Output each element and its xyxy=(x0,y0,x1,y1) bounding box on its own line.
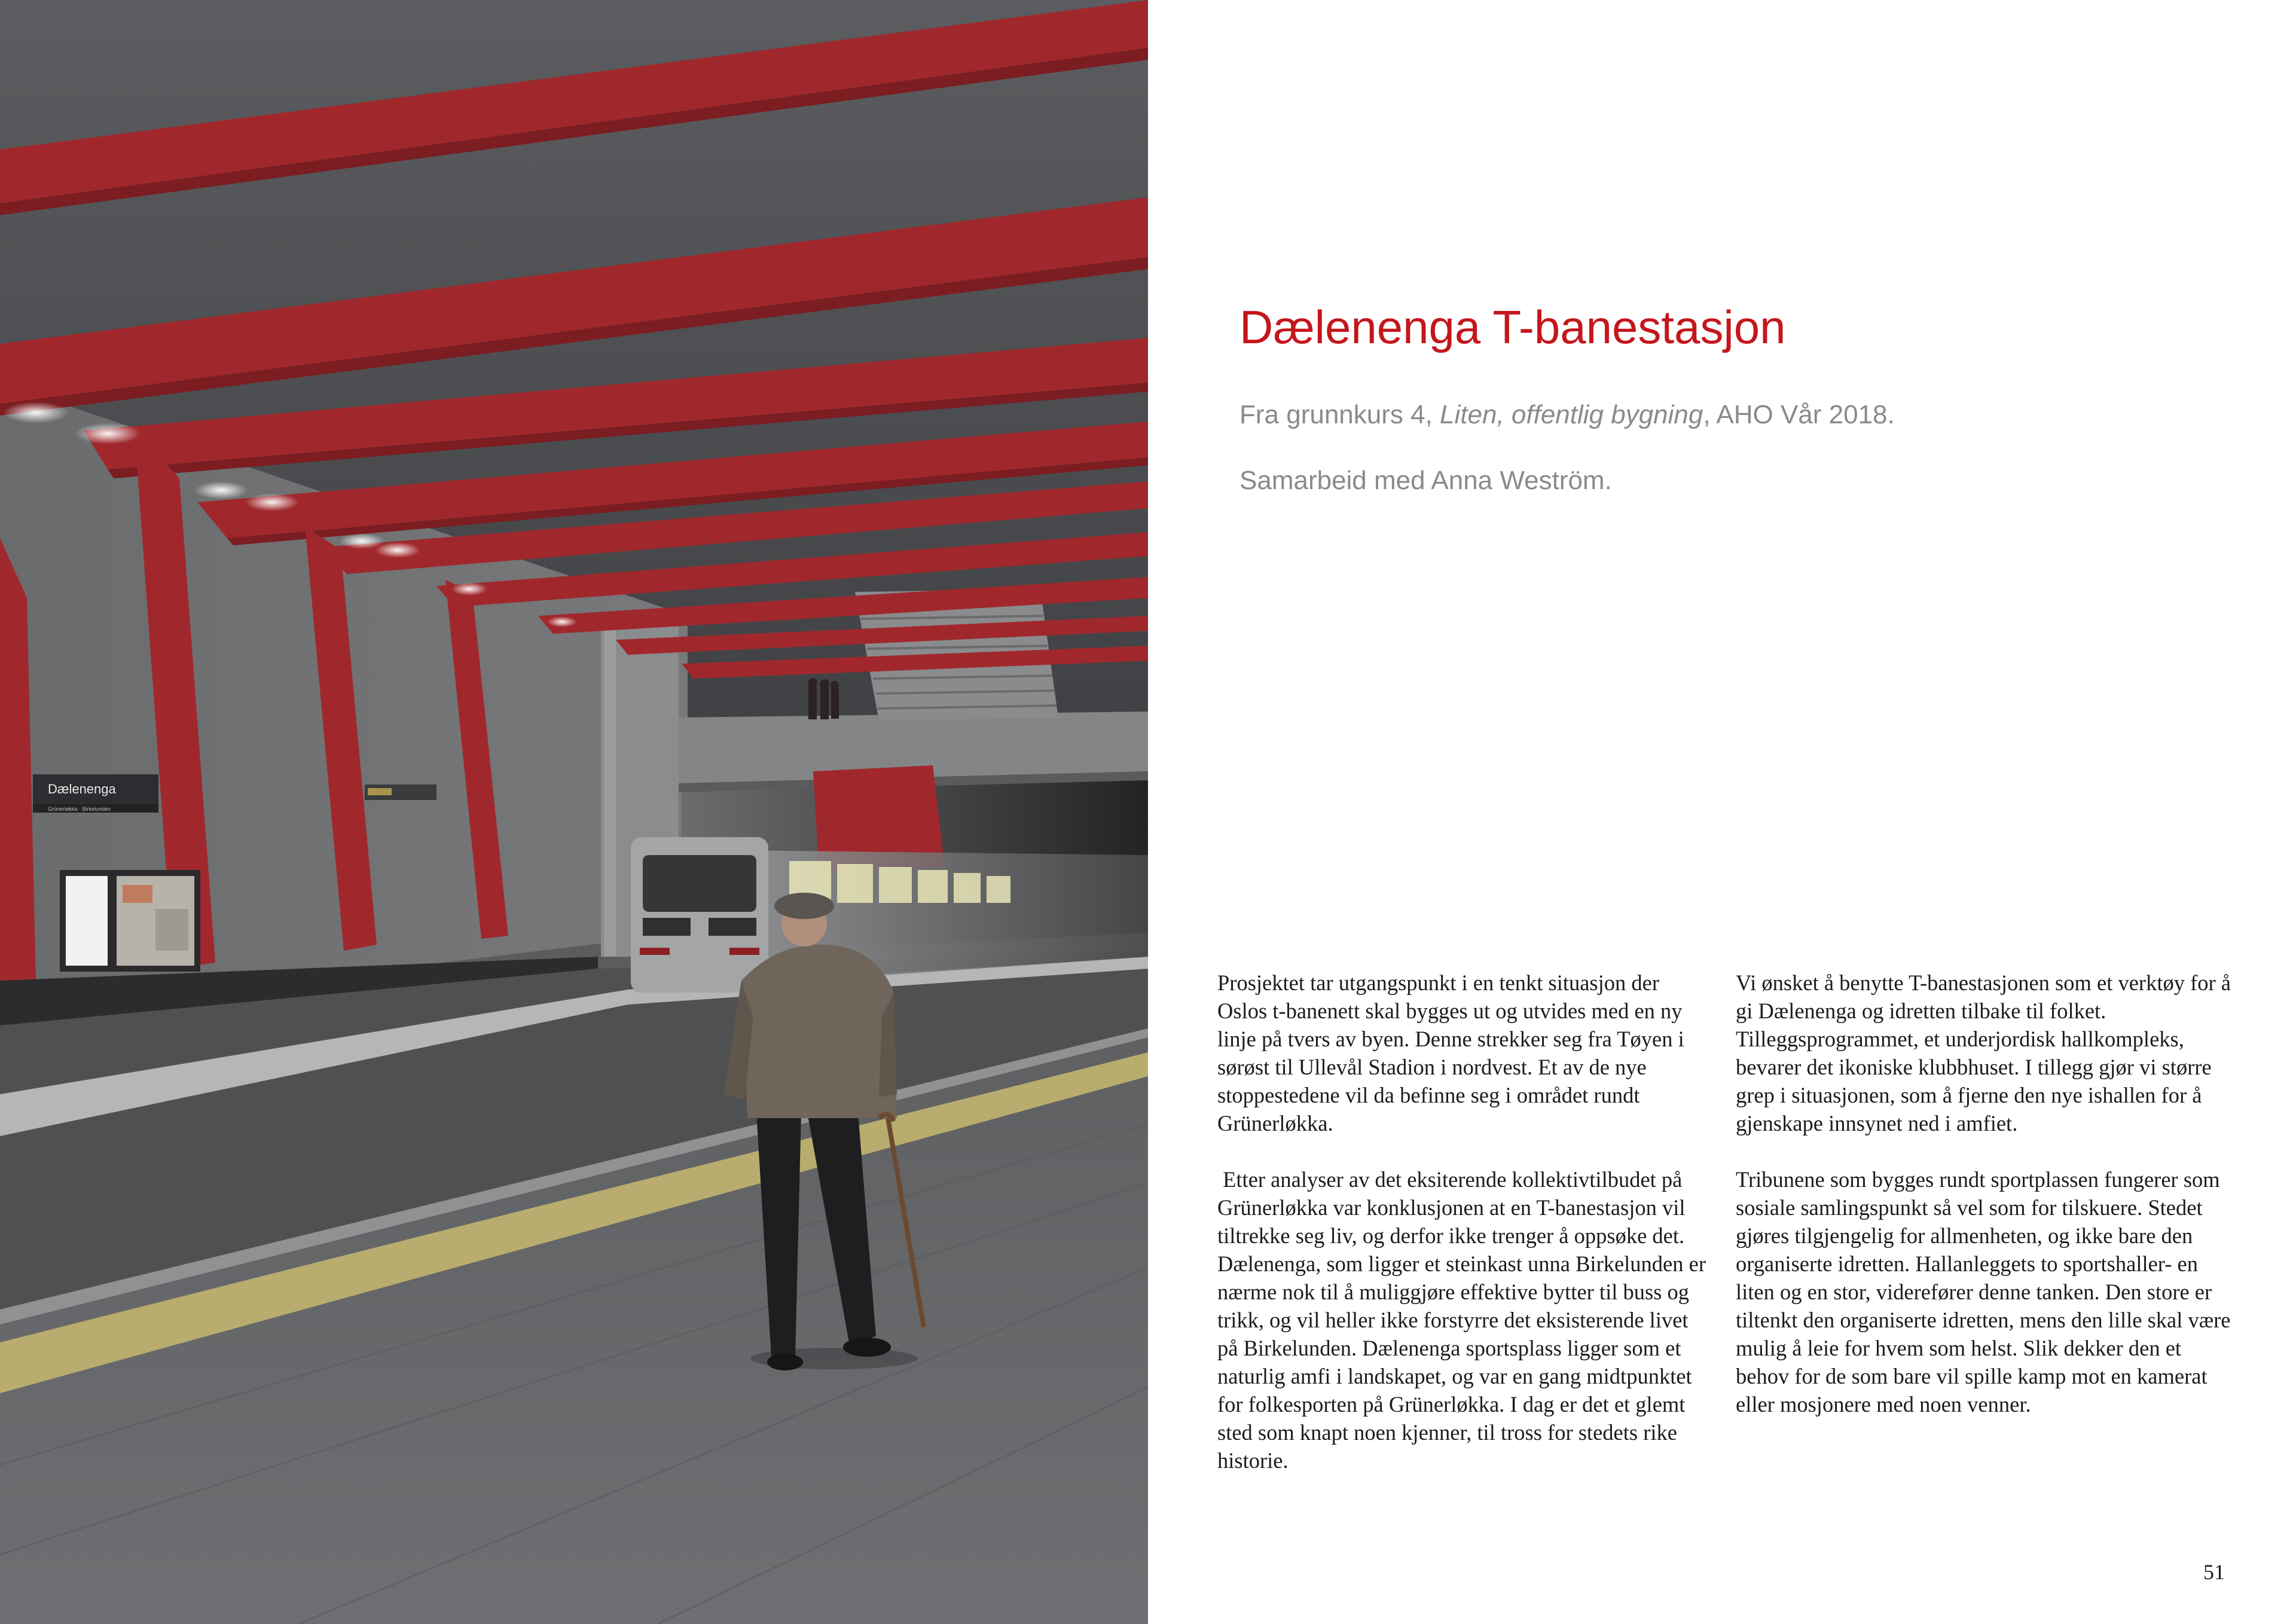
station-sign xyxy=(33,774,158,813)
body-paragraph: Prosjektet tar utgangspunkt i en tenkt situasjon der Oslos t-banenett skal bygges ut og utvides med en ny linje på tvers av byen. Denne strekker seg fra Tøyen i sørøst til Ullevål Stadion i nordvest. Et av de nye stoppestedene vil da befinne seg i området rundt Grünerløkka. xyxy=(1217,970,1684,1135)
text-page xyxy=(1148,0,2296,1624)
subtitle-course-name: Liten, offentlig bygning xyxy=(1440,400,1703,429)
text-column-left xyxy=(1217,969,1714,1503)
body-paragraph: Vi ønsket å benytte T-banestasjonen som et verktøy for å gi Dælenenga og idretten tilbake til folket. Tilleggsprogrammet, et underjordisk hallkompleks, bevarer det ikoniske klubbhuset. I tillegg gjør vi større grep i situasjonen, som å fjerne den nye ishallen for å gjenskape innsynet ned i amfiet. xyxy=(1736,970,2231,1135)
text-column-right xyxy=(1736,969,2232,1446)
station-sign-text: Dælenenga xyxy=(48,782,116,796)
page-title: Dælenenga T-banestasjon xyxy=(1239,301,1786,353)
body-paragraph: Etter analyser av det eksiterende kollektivtilbudet på Grünerløkka var konklusjonen at en T-banestasjon vil tiltrekke seg liv, og derfor ikke trenger å oppsøke det. Dælenenga, som ligger et steinkast unna Birkelunden er nærme nok til å muliggjøre effektive bytter til buss og trikk, og vil heller ikke forstyrre det eksisterende livet på Birkelunden. Dælenenga sportsplass ligger som et naturlig amfi i landskapet, og var en gang midtpunktet for folkesporten på Grünerløkka. I dag er det et glemt sted som knapt noen kjenner, til tross for stedets rike historie. xyxy=(1217,1167,1712,1473)
body-paragraph: Tribunene som bygges rundt sportplassen fungerer som sosiale samlingspunkt så vel som for tilskuere. Stedet gjøres tilgjengelig for allmenheten, og ikke bare den organiserte idretten. Hallanleggets to sportshaller- en liten og en stor, viderefører denne tanken. Den store er tiltenkt den organiserte idretten, mens den lille skal være mulig å leie for hvem som helst. Slik dekker den et behov for de som bare vil spille kamp mot en kamerat eller mosjonere med noen venner. xyxy=(1736,1167,2231,1417)
subtitle-suffix: , AHO Vår 2018. xyxy=(1703,400,1895,429)
collaboration-credit: Samarbeid med Anna Weström. xyxy=(1239,466,1612,495)
people-on-mezzanine xyxy=(808,678,839,719)
page-subtitle xyxy=(1239,399,1895,431)
page-number: 51 xyxy=(2203,1560,2225,1584)
station-sign-subtext: Grünerløkka · Birkelunden xyxy=(48,806,111,812)
subtitle-prefix: Fra grunnkurs 4, xyxy=(1239,400,1440,429)
ad-panels xyxy=(60,870,200,972)
